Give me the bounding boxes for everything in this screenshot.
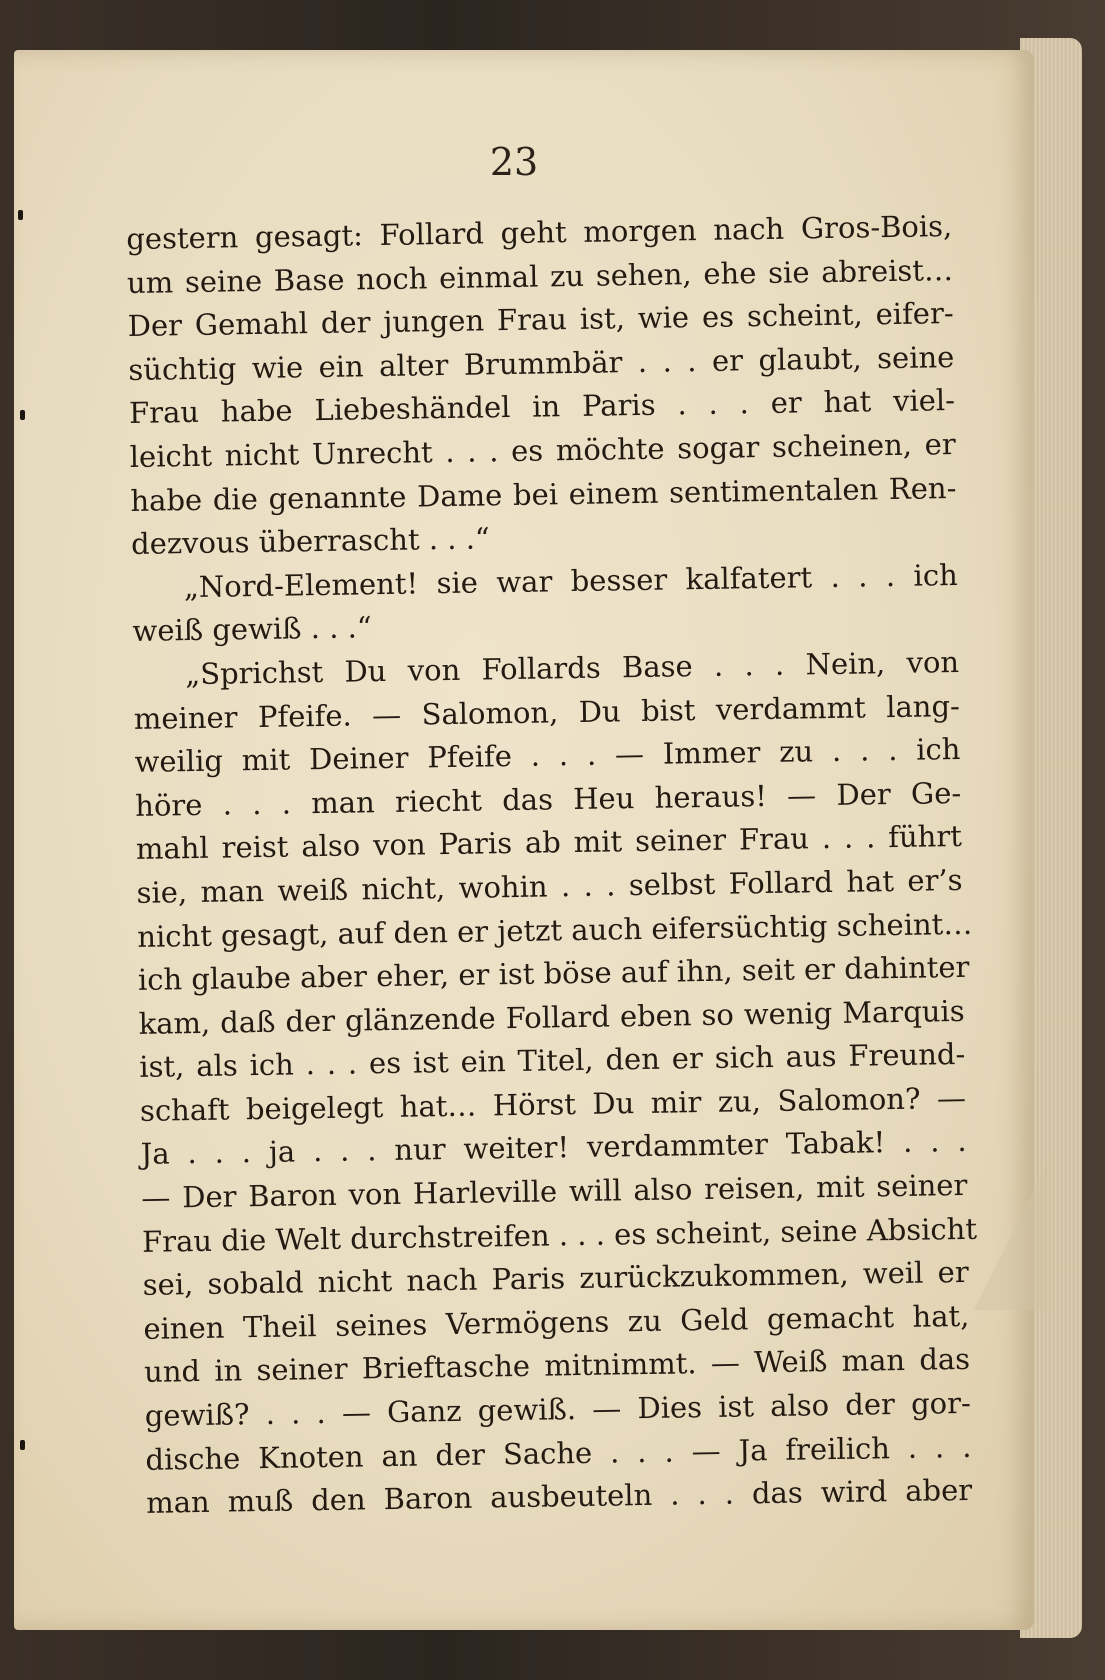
page-text [126,205,978,1526]
text-line: „Nord-Element! sie war besser kalfatert . . . ich [183,557,958,604]
text-line: weilig mit Deiner Pfeife . . . — Immer zu . . . ich [134,732,961,780]
text-line: habe die genannte Dame bei einem sentimentalen Ren- [130,470,957,518]
margin-mark [20,1440,25,1450]
text-line: Frau die Welt durchstreifen . . . es scheint, seine Absicht [141,1211,978,1259]
text-line: meiner Pfeife. — Salomon, Du bist verdammt lang- [133,688,961,736]
margin-mark [20,410,25,420]
book-page [14,50,1034,1630]
text-line: — Der Baron von Harleville will also reisen, mit seiner [141,1167,968,1215]
text-line: ich glaube aber eher, er ist böse auf ihn, seit er dahinter [137,949,970,997]
text-line: gewiß? . . . — Ganz gewiß. — Dies ist also der gor- [144,1385,971,1433]
text-line: schaft beigelegt hat… Hörst Du mir zu, Salomon? — [139,1080,967,1128]
text-line: einen Theil seines Vermögens zu Geld gemacht hat, [143,1298,970,1346]
text-line: Ja . . . ja . . . nur weiter! verdammter Tabak! . . . [140,1124,967,1172]
text-line: sei, sobald nicht nach Paris zurückzukommen, weil er [142,1255,969,1303]
text-line: man muß den Baron ausbeuteln . . . das wird aber [145,1473,973,1521]
text-line: dische Knoten an der Sache . . . — Ja freilich . . . [145,1429,972,1477]
text-line: mahl reist also von Paris ab mit seiner Frau . . . führt [135,819,963,867]
text-line: und in seiner Brieftasche mitnimmt. — Weiß man das [143,1342,971,1390]
page-number: 23 [489,140,539,184]
text-line: leicht nicht Unrecht . . . es möchte sogar scheinen, er [129,426,956,474]
text-line: Frau habe Liebeshändel in Paris . . . er hat viel- [128,383,956,431]
text-line: nicht gesagt, auf den er jetzt auch eifersüchtig scheint… [137,906,973,954]
text-line: höre . . . man riecht das Heu heraus! — Der Ge- [134,775,962,823]
text-line: kam, daß der glänzende Follard eben so wenig Marquis [138,993,965,1041]
text-line: weiß gewiß . . .“ [132,610,372,649]
text-line: „Sprichst Du von Follards Base . . . Nein, von [184,644,960,692]
text-line: sie, man weiß nicht, wohin . . . selbst Follard hat er’s [136,862,963,910]
text-line: Der Gemahl der jungen Frau ist, wie es scheint, eifer- [127,296,954,344]
margin-mark [18,210,23,220]
text-line: süchtig wie ein alter Brummbär . . . er glaubt, seine [128,339,955,387]
text-line: dezvous überrascht . . .“ [130,521,490,562]
text-line: um seine Base noch einmal zu sehen, ehe sie abreist… [126,252,954,300]
text-line: gestern gesagt: Follard geht morgen nach Gros-Bois, [126,209,953,256]
text-line: ist, als ich . . . es ist ein Titel, den er sich aus Freund- [139,1037,966,1085]
page-fold [974,1150,1054,1310]
